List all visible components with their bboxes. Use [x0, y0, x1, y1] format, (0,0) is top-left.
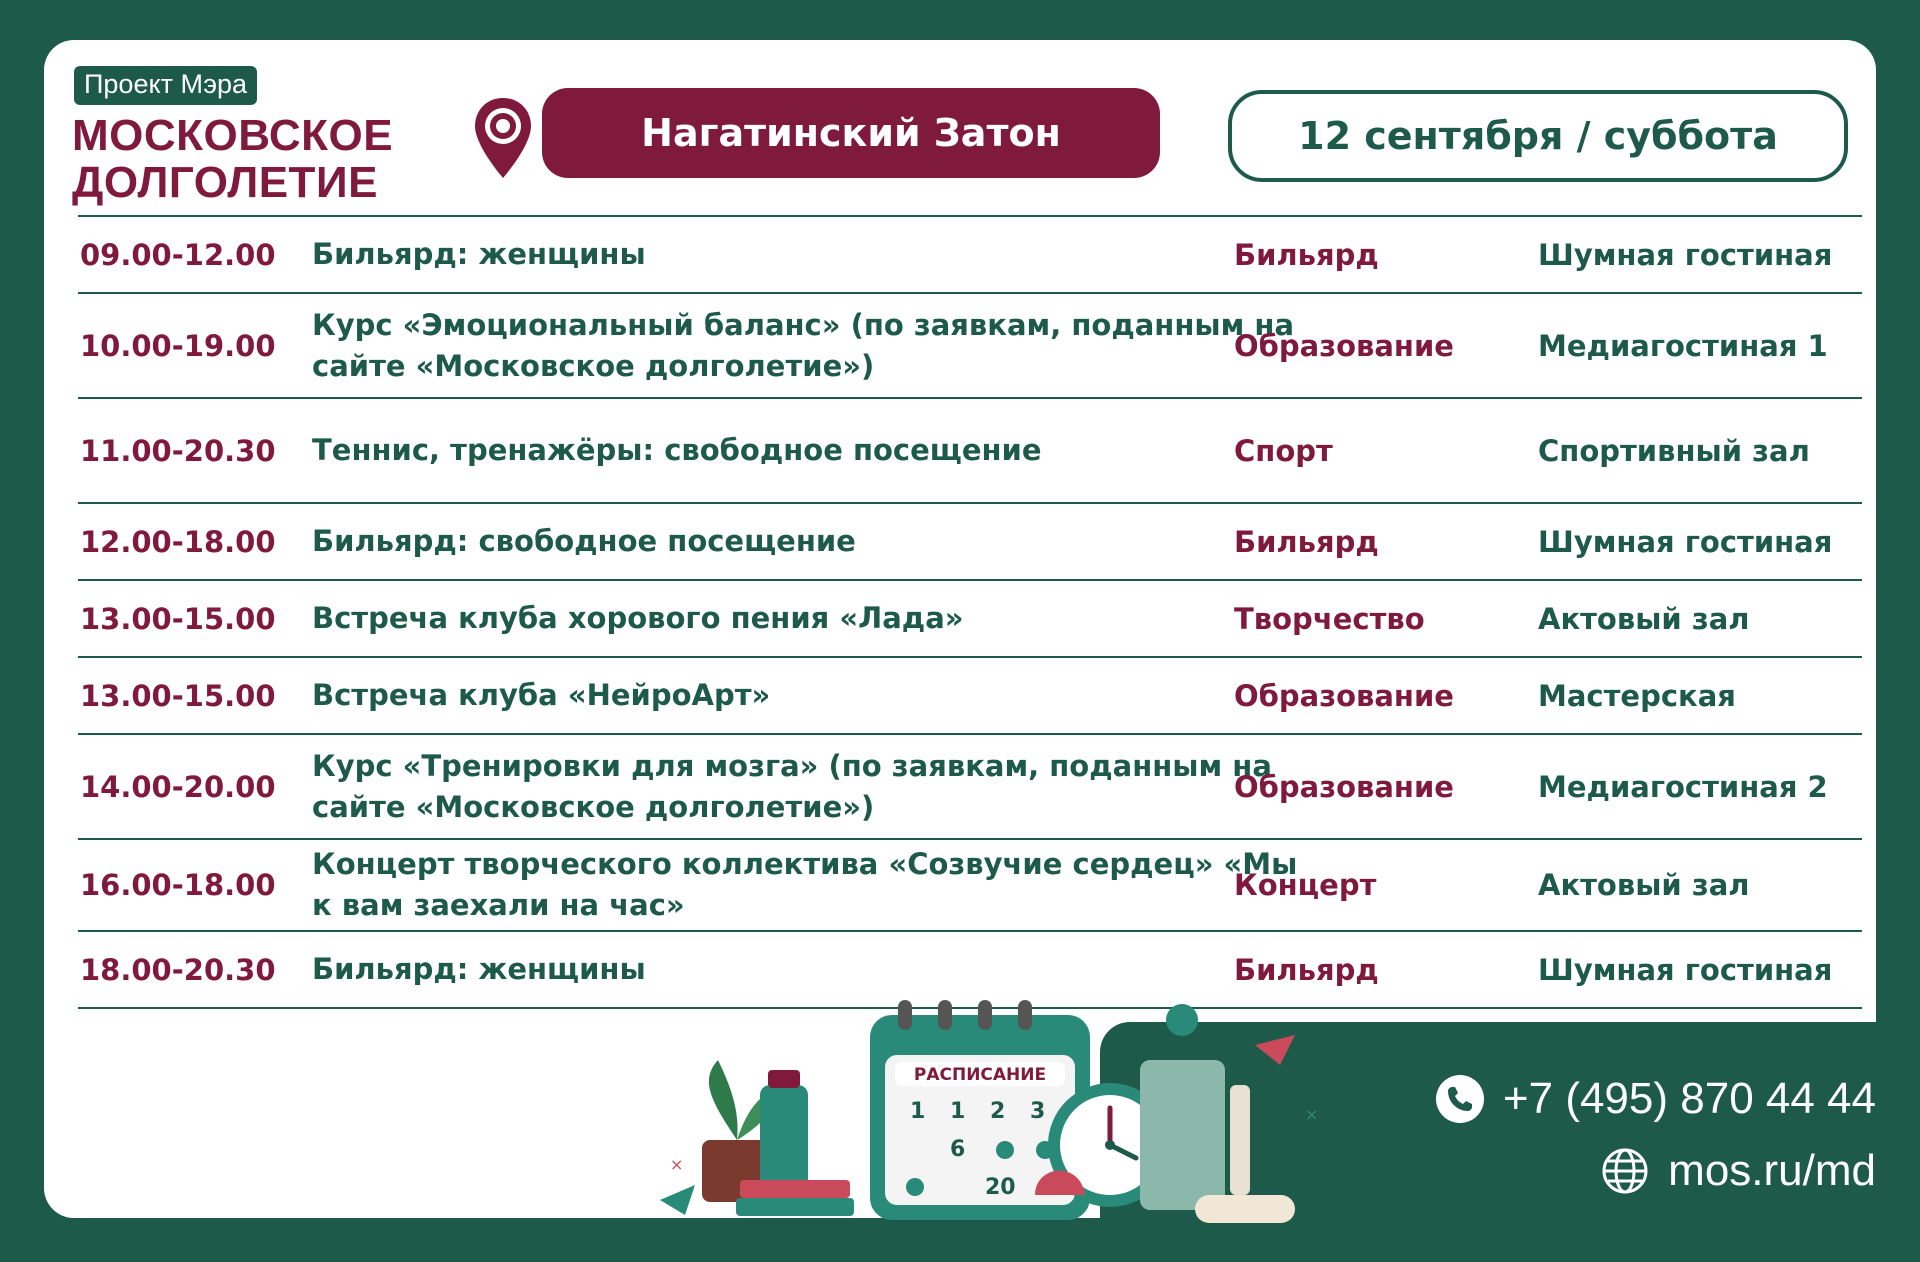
- site-contact[interactable]: [1600, 1146, 1876, 1196]
- row-category: Образование: [1234, 328, 1454, 363]
- row-time: 09.00-12.00: [80, 237, 276, 272]
- calendar-cell: 2: [990, 1099, 1006, 1124]
- row-category: Бильярд: [1234, 524, 1379, 559]
- row-title: Бильярд: женщины: [312, 237, 646, 271]
- row-title: Встреча клуба хорового пения «Лада»: [312, 601, 964, 635]
- row-place: Шумная гостиная: [1538, 237, 1833, 272]
- row-title: Бильярд: свободное посещение: [312, 524, 856, 558]
- logo: [72, 112, 393, 206]
- row-title: Теннис, тренажёры: свободное посещение: [312, 433, 1042, 467]
- row-time: 12.00-18.00: [80, 524, 276, 559]
- schedule-illustration: [640, 990, 1320, 1230]
- svg-text:×: ×: [1305, 1105, 1319, 1124]
- row-title: Бильярд: женщины: [312, 952, 646, 986]
- tower: [1140, 1060, 1225, 1210]
- row-title: Встреча клуба «НейроАрт»: [312, 678, 771, 712]
- row-place: Актовый зал: [1538, 601, 1750, 636]
- location-name: Нагатинский Затон: [641, 111, 1061, 155]
- phone-contact[interactable]: [1435, 1074, 1876, 1124]
- schedule-row: [78, 504, 1862, 581]
- plant-leaf: [709, 1060, 738, 1140]
- row-category: Образование: [1234, 769, 1454, 804]
- book: [736, 1198, 854, 1216]
- row-title: Концерт творческого коллектива «Созвучие сердец» «Мы к вам заехали на час»: [312, 847, 1298, 922]
- globe-icon: [1600, 1146, 1650, 1196]
- calendar-cell: 6: [950, 1137, 966, 1162]
- row-time: 13.00-15.00: [80, 601, 276, 636]
- paper-plane: [1255, 1035, 1295, 1065]
- calendar-cell: 3: [1030, 1099, 1046, 1124]
- schedule-row: [78, 399, 1862, 504]
- bottle-cap: [768, 1070, 800, 1088]
- date-pill: [1228, 90, 1848, 182]
- row-time: 13.00-15.00: [80, 678, 276, 713]
- eraser: [1195, 1195, 1295, 1223]
- paper-plane: [660, 1185, 695, 1215]
- row-place: Шумная гостиная: [1538, 524, 1833, 559]
- row-category: Бильярд: [1234, 952, 1379, 987]
- site-link[interactable]: mos.ru/md: [1668, 1146, 1876, 1195]
- schedule-row: [78, 217, 1862, 294]
- row-category: Творчество: [1234, 601, 1425, 636]
- logo-line-2: ДОЛГОЛЕТИЕ: [72, 158, 378, 207]
- row-category: Образование: [1234, 678, 1454, 713]
- row-category: Спорт: [1234, 433, 1333, 468]
- phone-icon: [1435, 1074, 1485, 1124]
- schedule-row: [78, 840, 1862, 932]
- schedule-row: [78, 294, 1862, 399]
- event-date: 12 сентября / суббота: [1298, 114, 1778, 158]
- row-title: Курс «Эмоциональный баланс» (по заявкам, поданным на сайте «Московское долголетие»): [312, 307, 1295, 383]
- schedule-table: [78, 215, 1862, 1009]
- row-time: 10.00-19.00: [80, 328, 276, 363]
- location-pin-icon: [472, 96, 534, 180]
- calendar-cell: 1: [950, 1099, 966, 1124]
- row-place: Спортивный зал: [1538, 433, 1810, 468]
- schedule-row: [78, 581, 1862, 658]
- row-place: Мастерская: [1538, 678, 1736, 713]
- calendar-cell: 20: [985, 1175, 1016, 1200]
- row-category: Концерт: [1234, 868, 1377, 902]
- project-badge: Проект Мэра: [74, 66, 257, 105]
- row-place: Медиагостиная 2: [1538, 769, 1828, 804]
- location-pill: [542, 88, 1160, 178]
- row-place: Шумная гостиная: [1538, 952, 1833, 987]
- row-category: Бильярд: [1234, 237, 1379, 272]
- row-time: 18.00-20.30: [80, 952, 276, 987]
- row-time: 16.00-18.00: [80, 868, 276, 902]
- schedule-row: [78, 735, 1862, 840]
- book: [740, 1180, 850, 1198]
- row-time: 11.00-20.30: [80, 433, 276, 468]
- pencil: [1230, 1085, 1250, 1195]
- logo-line-1: МОСКОВСКОЕ: [72, 111, 394, 160]
- calendar-label: РАСПИСАНИЕ: [913, 1065, 1047, 1085]
- row-place: Актовый зал: [1538, 868, 1750, 902]
- row-place: Медиагостиная 1: [1538, 328, 1828, 363]
- row-time: 14.00-20.00: [80, 769, 276, 804]
- row-title: Курс «Тренировки для мозга» (по заявкам, поданным на сайте «Московское долголетие»): [312, 748, 1272, 824]
- phone-number[interactable]: +7 (495) 870 44 44: [1502, 1074, 1876, 1123]
- svg-text:×: ×: [670, 1155, 684, 1174]
- schedule-row: [78, 658, 1862, 735]
- calendar-cell: 1: [910, 1099, 926, 1124]
